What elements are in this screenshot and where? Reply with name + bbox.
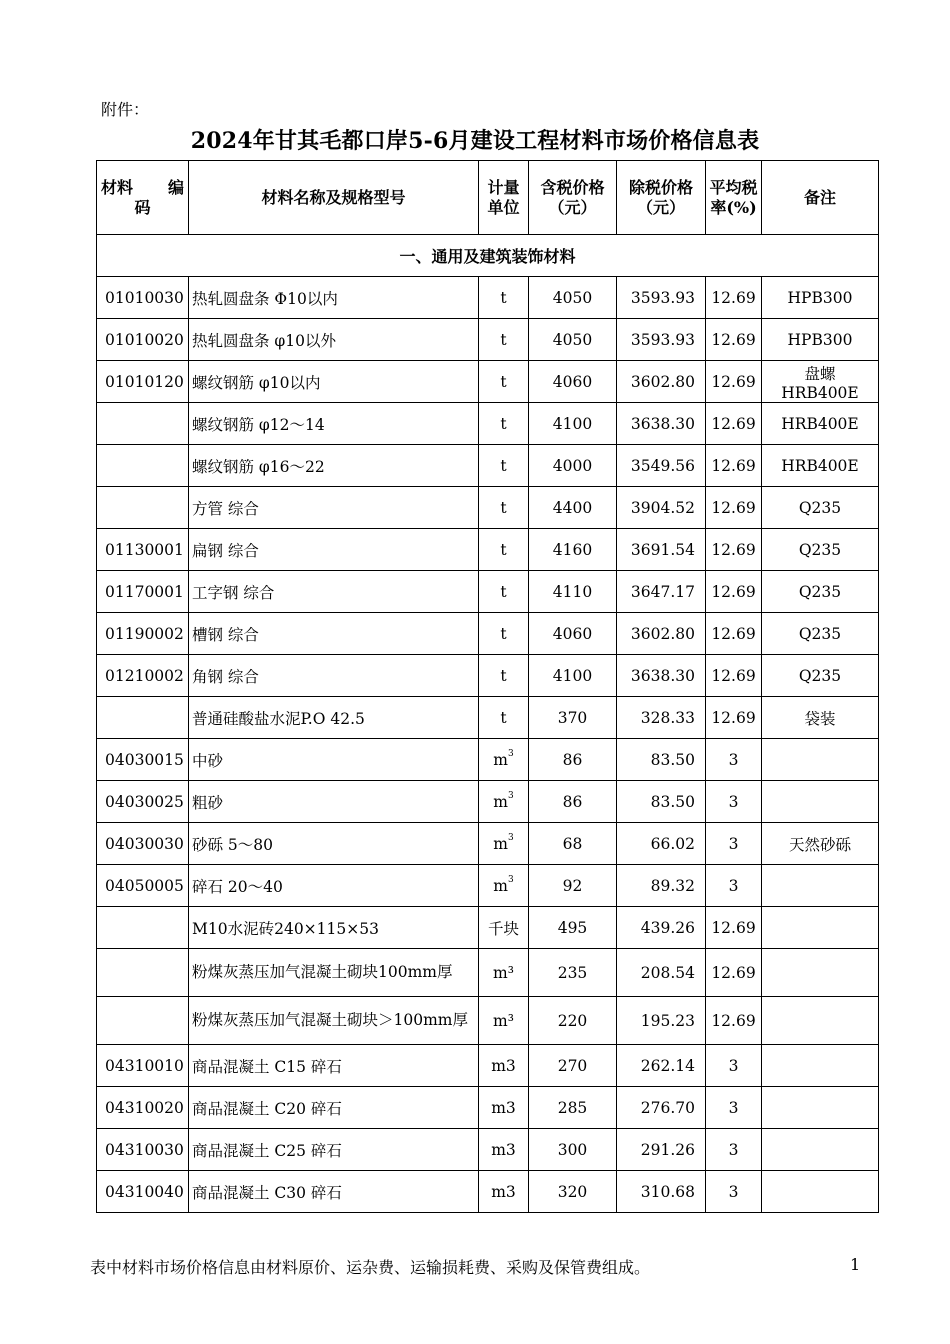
cell-code: 04310030 — [97, 1129, 189, 1171]
table-row — [97, 319, 879, 361]
cell-name: 商品混凝土 C20 碎石 — [189, 1087, 479, 1129]
table-row — [97, 361, 879, 403]
cell-price-tax: 4100 — [529, 403, 617, 445]
cell-note — [762, 1087, 879, 1129]
cell-price-tax: 4050 — [529, 277, 617, 319]
cell-unit — [479, 865, 529, 907]
table-row — [97, 277, 879, 319]
table-row — [97, 781, 879, 823]
cell-tax-rate: 12.69 — [706, 529, 762, 571]
cell-price-notax: 328.33 — [617, 697, 706, 739]
cell-unit — [479, 907, 529, 949]
cell-name: 粗砂 — [189, 781, 479, 823]
cell-code: 04050005 — [97, 865, 189, 907]
cell-tax-rate: 12.69 — [706, 277, 762, 319]
cell-name: 角钢 综合 — [189, 655, 479, 697]
header-tax-rate: 平均税率(%) — [706, 161, 762, 235]
header-price-notax: 除税价格（元） — [617, 161, 706, 235]
cell-name: 螺纹钢筋 φ10以内 — [189, 361, 479, 403]
table-row — [97, 823, 879, 865]
footer-note: 表中材料市场价格信息由材料原价、运杂费、运输损耗费、采购及保管费组成。 — [90, 1258, 651, 1277]
cell-unit — [479, 529, 529, 571]
cell-tax-rate: 3 — [706, 1129, 762, 1171]
cell-name: 工字钢 综合 — [189, 571, 479, 613]
cell-note: Q235 — [762, 487, 879, 529]
cell-unit — [479, 823, 529, 865]
cell-name: 螺纹钢筋 φ12～14 — [189, 403, 479, 445]
table-row — [97, 949, 879, 997]
unit-text: t — [500, 498, 507, 517]
cell-price-notax: 439.26 — [617, 907, 706, 949]
cell-price-notax: 195.23 — [617, 997, 706, 1045]
cell-note: HRB400E — [762, 445, 879, 487]
cell-price-notax: 3691.54 — [617, 529, 706, 571]
header-code — [97, 161, 189, 235]
unit-superscript: 3 — [507, 874, 514, 885]
header-code-part1: 材料 — [101, 177, 134, 197]
cell-price-notax: 3647.17 — [617, 571, 706, 613]
unit-text: t — [500, 540, 507, 559]
cell-price-notax: 66.02 — [617, 823, 706, 865]
cell-tax-rate: 12.69 — [706, 907, 762, 949]
unit-text: m3 — [491, 1056, 516, 1075]
cell-price-tax: 86 — [529, 781, 617, 823]
header-price-tax: 含税价格（元） — [529, 161, 617, 235]
cell-code: 04030030 — [97, 823, 189, 865]
cell-price-tax: 92 — [529, 865, 617, 907]
cell-code: 01170001 — [97, 571, 189, 613]
cell-name: 粉煤灰蒸压加气混凝土砌块100mm厚 — [189, 949, 479, 997]
cell-price-tax: 68 — [529, 823, 617, 865]
cell-tax-rate: 3 — [706, 823, 762, 865]
cell-code: 01010030 — [97, 277, 189, 319]
cell-price-tax: 495 — [529, 907, 617, 949]
cell-price-tax: 4060 — [529, 613, 617, 655]
cell-note: Q235 — [762, 529, 879, 571]
cell-unit — [479, 949, 529, 997]
cell-note: 袋装 — [762, 697, 879, 739]
cell-name: 砂砾 5～80 — [189, 823, 479, 865]
header-row — [97, 161, 879, 235]
cell-unit — [479, 319, 529, 361]
cell-tax-rate: 12.69 — [706, 949, 762, 997]
cell-tax-rate: 12.69 — [706, 697, 762, 739]
cell-tax-rate: 12.69 — [706, 361, 762, 403]
cell-unit — [479, 487, 529, 529]
cell-tax-rate: 12.69 — [706, 571, 762, 613]
cell-price-notax: 3904.52 — [617, 487, 706, 529]
cell-code: 04310020 — [97, 1087, 189, 1129]
unit-superscript: 3 — [507, 748, 514, 759]
unit-text: m — [493, 750, 508, 769]
table-row — [97, 865, 879, 907]
cell-name: 扁钢 综合 — [189, 529, 479, 571]
unit-superscript: 3 — [507, 790, 514, 801]
unit-text: m — [493, 792, 508, 811]
cell-note — [762, 1045, 879, 1087]
cell-unit — [479, 781, 529, 823]
unit-text: t — [500, 330, 507, 349]
cell-code — [97, 697, 189, 739]
cell-name: 中砂 — [189, 739, 479, 781]
cell-unit — [479, 1087, 529, 1129]
cell-note — [762, 781, 879, 823]
cell-unit — [479, 361, 529, 403]
cell-tax-rate: 12.69 — [706, 445, 762, 487]
unit-text: m — [493, 834, 508, 853]
cell-price-notax: 3638.30 — [617, 655, 706, 697]
header-code-part2: 编 — [167, 177, 184, 197]
unit-text: t — [500, 666, 507, 685]
table-row — [97, 697, 879, 739]
cell-name: 螺纹钢筋 φ16～22 — [189, 445, 479, 487]
cell-code — [97, 997, 189, 1045]
cell-code — [97, 907, 189, 949]
unit-text: t — [500, 372, 507, 391]
cell-name: 商品混凝土 C15 碎石 — [189, 1045, 479, 1087]
unit-text: t — [500, 624, 507, 643]
page-title: 2024年甘其毛都口岸5-6月建设工程材料市场价格信息表 — [190, 128, 760, 154]
header-note: 备注 — [762, 161, 879, 235]
cell-unit — [479, 655, 529, 697]
cell-code — [97, 487, 189, 529]
cell-note — [762, 1171, 879, 1213]
cell-price-notax: 3638.30 — [617, 403, 706, 445]
cell-price-tax: 4050 — [529, 319, 617, 361]
cell-price-notax: 276.70 — [617, 1087, 706, 1129]
cell-unit — [479, 739, 529, 781]
attachment-label: 附件： — [101, 100, 150, 119]
cell-note: HRB400E — [762, 403, 879, 445]
table-row — [97, 571, 879, 613]
table-row — [97, 1087, 879, 1129]
cell-name: 普通硅酸盐水泥P.O 42.5 — [189, 697, 479, 739]
unit-text: m — [493, 876, 508, 895]
cell-price-notax: 83.50 — [617, 739, 706, 781]
cell-tax-rate: 3 — [706, 1045, 762, 1087]
cell-tax-rate: 12.69 — [706, 403, 762, 445]
cell-tax-rate: 12.69 — [706, 655, 762, 697]
cell-code: 04310040 — [97, 1171, 189, 1213]
cell-tax-rate: 3 — [706, 739, 762, 781]
cell-price-tax: 235 — [529, 949, 617, 997]
cell-note — [762, 865, 879, 907]
unit-text: m³ — [493, 1011, 514, 1030]
cell-note: 盘螺 HRB400E — [762, 361, 879, 403]
table-row — [97, 739, 879, 781]
section-title: 一、通用及建筑装饰材料 — [97, 235, 879, 277]
header-name: 材料名称及规格型号 — [189, 161, 479, 235]
cell-code: 04030025 — [97, 781, 189, 823]
cell-unit — [479, 697, 529, 739]
cell-tax-rate: 3 — [706, 865, 762, 907]
cell-name: M10水泥砖240×115×53 — [189, 907, 479, 949]
cell-price-tax: 4110 — [529, 571, 617, 613]
unit-text: t — [500, 414, 507, 433]
cell-price-notax: 89.32 — [617, 865, 706, 907]
cell-price-notax: 291.26 — [617, 1129, 706, 1171]
table-row — [97, 445, 879, 487]
cell-tax-rate: 3 — [706, 1087, 762, 1129]
cell-price-notax: 3593.93 — [617, 319, 706, 361]
cell-unit — [479, 571, 529, 613]
section-row — [97, 235, 879, 277]
cell-unit — [479, 997, 529, 1045]
cell-price-notax: 262.14 — [617, 1045, 706, 1087]
table-row — [97, 529, 879, 571]
cell-tax-rate: 12.69 — [706, 997, 762, 1045]
cell-code: 01010120 — [97, 361, 189, 403]
table-row — [97, 403, 879, 445]
cell-name: 热轧圆盘条 φ10以外 — [189, 319, 479, 361]
cell-name: 方管 综合 — [189, 487, 479, 529]
cell-price-notax: 310.68 — [617, 1171, 706, 1213]
table-row — [97, 1171, 879, 1213]
unit-text: t — [500, 288, 507, 307]
cell-code: 04310010 — [97, 1045, 189, 1087]
cell-note — [762, 997, 879, 1045]
cell-price-tax: 4000 — [529, 445, 617, 487]
cell-code — [97, 949, 189, 997]
cell-code — [97, 445, 189, 487]
cell-code: 04030015 — [97, 739, 189, 781]
cell-note: Q235 — [762, 655, 879, 697]
cell-name: 热轧圆盘条 Φ10以内 — [189, 277, 479, 319]
cell-unit — [479, 277, 529, 319]
cell-price-tax: 270 — [529, 1045, 617, 1087]
cell-unit — [479, 403, 529, 445]
cell-code: 01130001 — [97, 529, 189, 571]
cell-note — [762, 1129, 879, 1171]
cell-unit — [479, 1171, 529, 1213]
cell-price-tax: 86 — [529, 739, 617, 781]
cell-name: 碎石 20～40 — [189, 865, 479, 907]
cell-name: 商品混凝土 C30 碎石 — [189, 1171, 479, 1213]
cell-note: HPB300 — [762, 319, 879, 361]
cell-name: 粉煤灰蒸压加气混凝土砌块＞100mm厚 — [189, 997, 479, 1045]
cell-price-notax: 83.50 — [617, 781, 706, 823]
cell-price-tax: 300 — [529, 1129, 617, 1171]
cell-name: 商品混凝土 C25 碎石 — [189, 1129, 479, 1171]
table-row — [97, 655, 879, 697]
table-row — [97, 997, 879, 1045]
table-row — [97, 1129, 879, 1171]
unit-text: t — [500, 708, 507, 727]
cell-tax-rate: 12.69 — [706, 319, 762, 361]
cell-price-notax: 208.54 — [617, 949, 706, 997]
cell-unit — [479, 1129, 529, 1171]
cell-price-notax: 3593.93 — [617, 277, 706, 319]
cell-unit — [479, 613, 529, 655]
cell-unit — [479, 1045, 529, 1087]
header-code-part3: 码 — [134, 197, 151, 217]
price-table — [96, 160, 879, 1213]
cell-price-tax: 4160 — [529, 529, 617, 571]
page-number: 1 — [850, 1255, 861, 1274]
header-unit: 计量单位 — [479, 161, 529, 235]
cell-price-tax: 285 — [529, 1087, 617, 1129]
cell-note: 天然砂砾 — [762, 823, 879, 865]
unit-text: t — [500, 582, 507, 601]
cell-price-notax: 3549.56 — [617, 445, 706, 487]
table-row — [97, 613, 879, 655]
cell-code: 01210002 — [97, 655, 189, 697]
cell-price-tax: 220 — [529, 997, 617, 1045]
cell-price-tax: 4100 — [529, 655, 617, 697]
cell-tax-rate: 12.69 — [706, 487, 762, 529]
table-row — [97, 1045, 879, 1087]
cell-note — [762, 907, 879, 949]
cell-tax-rate: 3 — [706, 781, 762, 823]
cell-name: 槽钢 综合 — [189, 613, 479, 655]
cell-price-tax: 370 — [529, 697, 617, 739]
cell-price-tax: 4060 — [529, 361, 617, 403]
unit-text: t — [500, 456, 507, 475]
cell-price-notax: 3602.80 — [617, 613, 706, 655]
table-row — [97, 487, 879, 529]
cell-code — [97, 403, 189, 445]
cell-tax-rate: 3 — [706, 1171, 762, 1213]
unit-text: m³ — [493, 963, 514, 982]
cell-note — [762, 949, 879, 997]
unit-text: m3 — [491, 1182, 516, 1201]
cell-note: HPB300 — [762, 277, 879, 319]
cell-tax-rate: 12.69 — [706, 613, 762, 655]
unit-text: 千块 — [487, 919, 519, 938]
cell-code: 01010020 — [97, 319, 189, 361]
cell-code: 01190002 — [97, 613, 189, 655]
cell-note — [762, 739, 879, 781]
cell-price-tax: 4400 — [529, 487, 617, 529]
table-row — [97, 907, 879, 949]
cell-note: Q235 — [762, 613, 879, 655]
unit-text: m3 — [491, 1098, 516, 1117]
cell-unit — [479, 445, 529, 487]
cell-price-notax: 3602.80 — [617, 361, 706, 403]
cell-price-tax: 320 — [529, 1171, 617, 1213]
unit-superscript: 3 — [507, 832, 514, 843]
cell-note: Q235 — [762, 571, 879, 613]
unit-text: m3 — [491, 1140, 516, 1159]
